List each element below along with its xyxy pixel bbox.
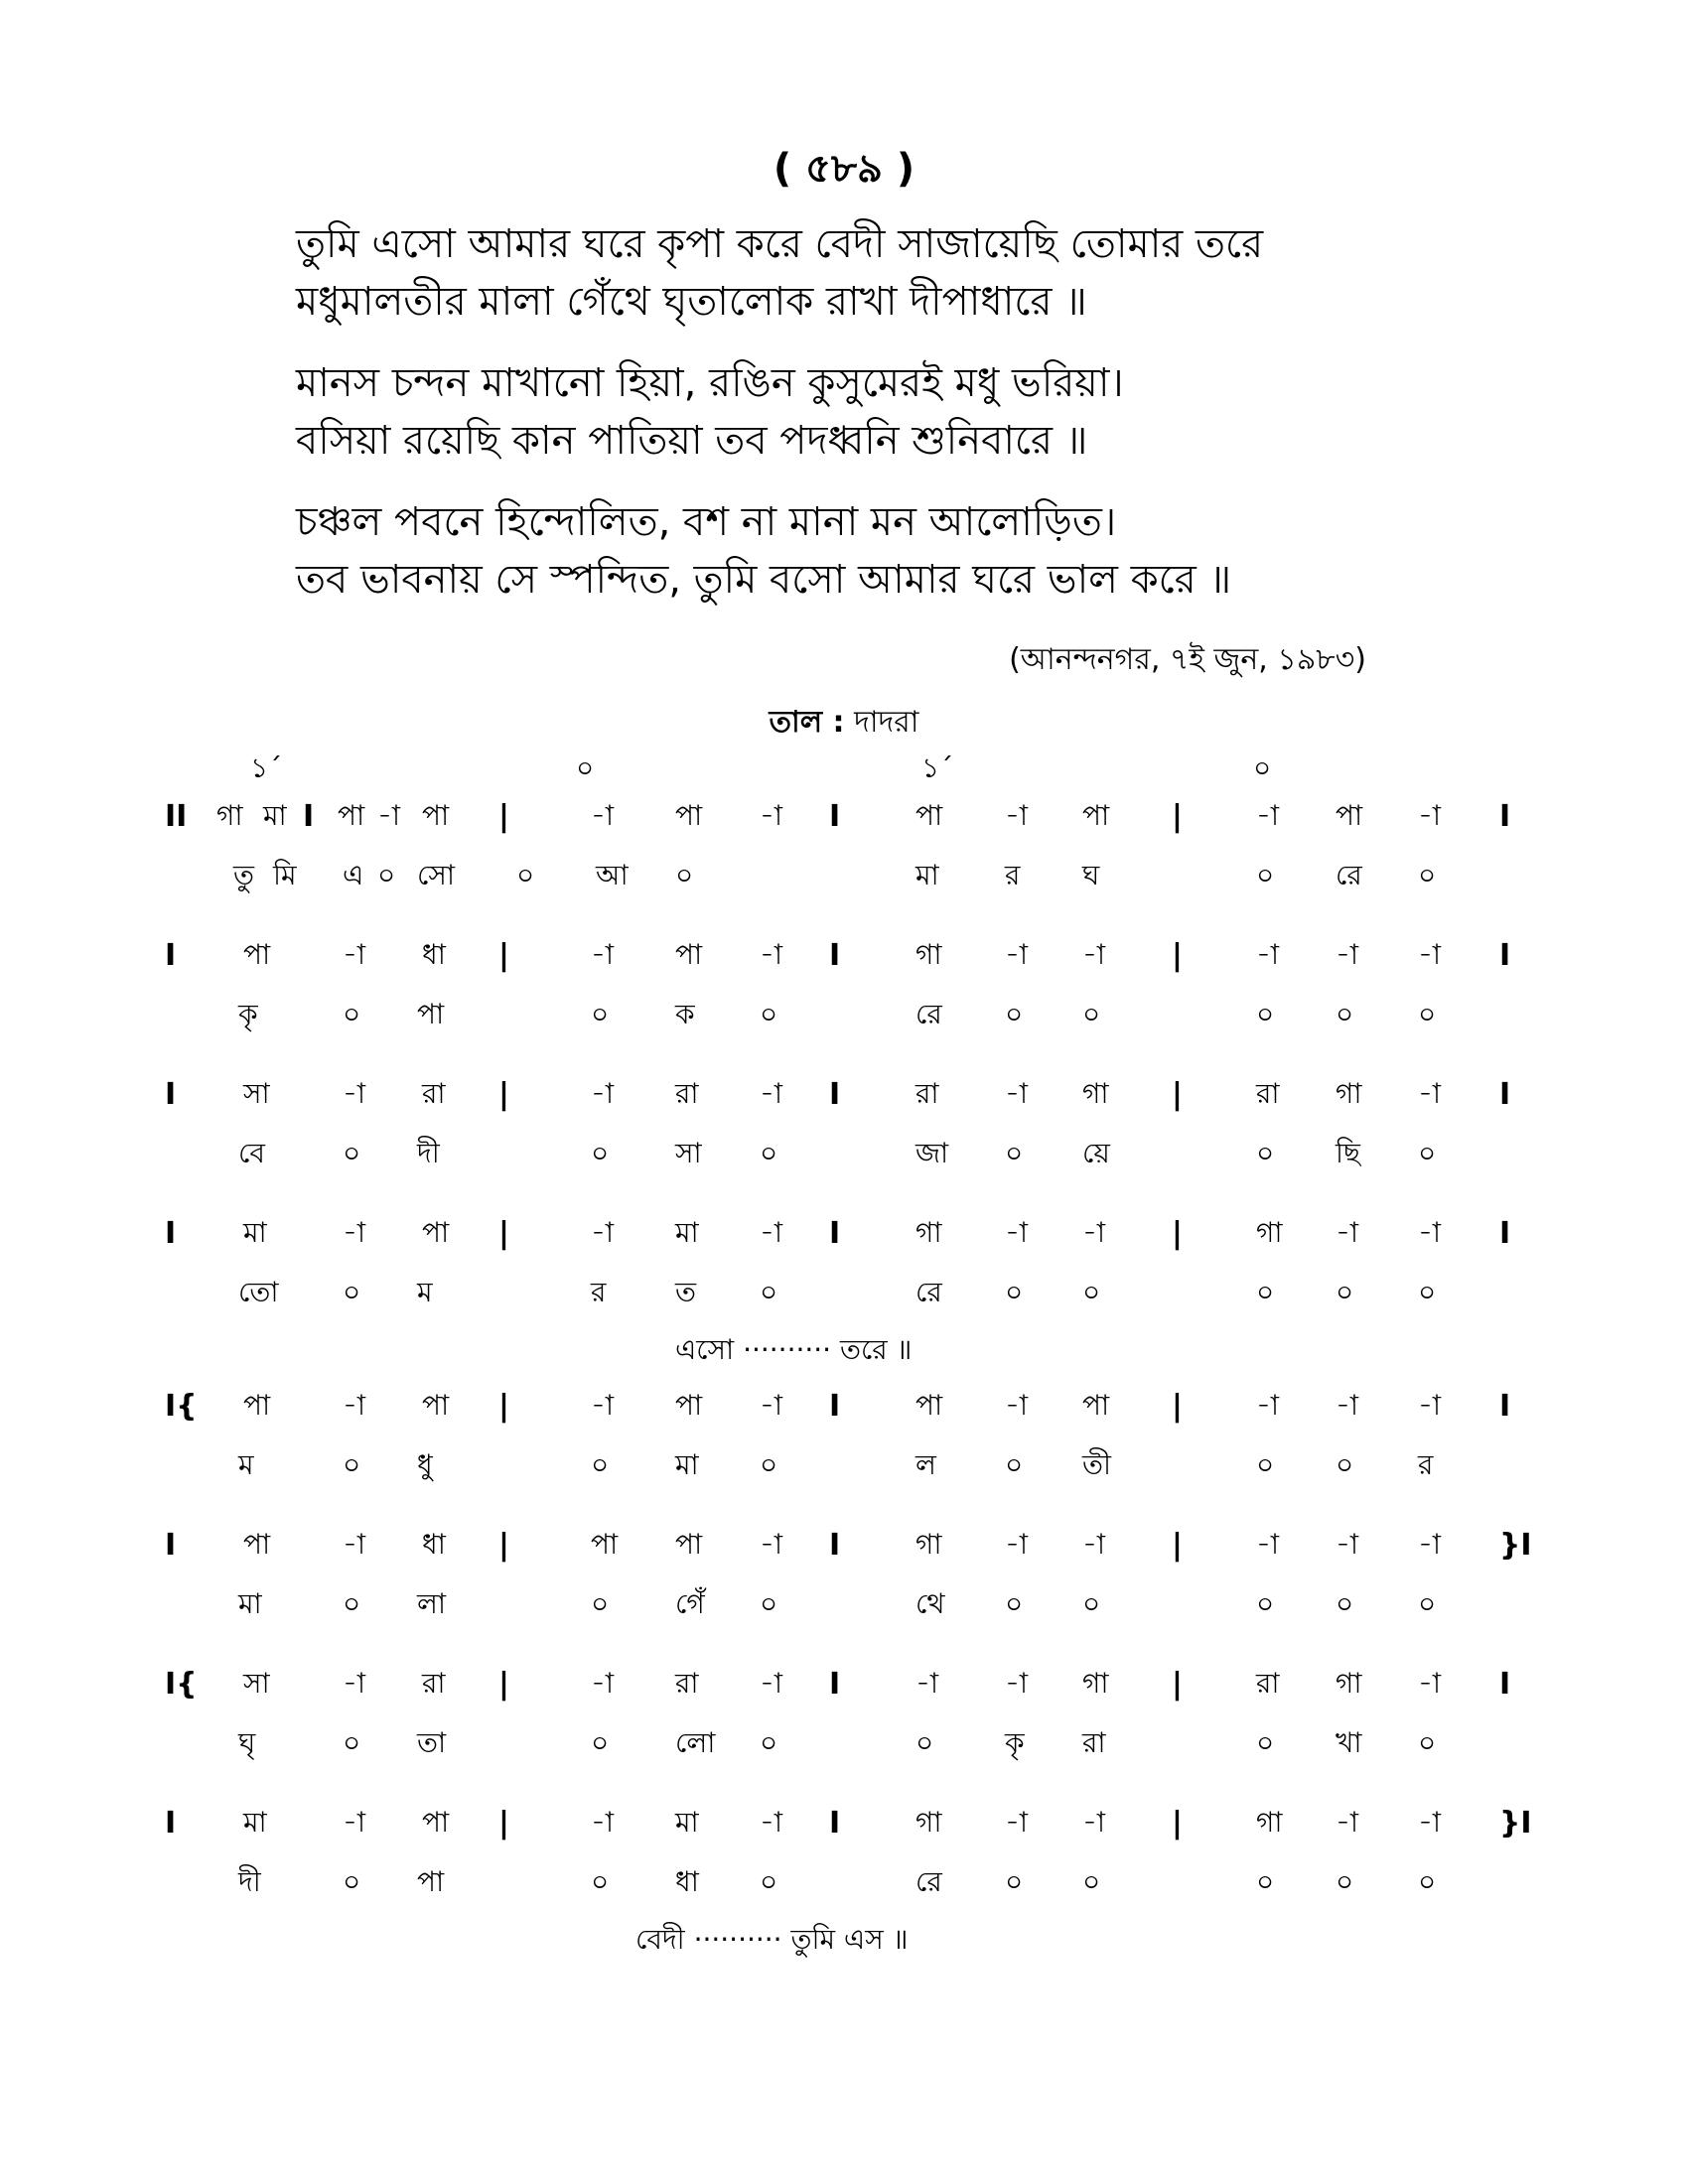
swara-note: পা xyxy=(243,1528,271,1561)
swara-note: -া xyxy=(1005,938,1029,971)
swara-note: -া xyxy=(1418,1389,1442,1422)
lyric-syllable: ০ xyxy=(1336,1448,1354,1481)
lyric-syllable: ০ xyxy=(591,998,610,1030)
measure-bar: I xyxy=(829,1806,841,1841)
swara-note: -া xyxy=(591,1216,615,1249)
swara-note: ধা xyxy=(422,938,446,971)
measure-bar: | xyxy=(1172,1806,1183,1841)
swara-note: পা xyxy=(675,938,703,971)
lyric-syllable: তা xyxy=(417,1726,447,1759)
lyric-syllable: ০ xyxy=(343,1448,361,1481)
swara-note: রা xyxy=(422,1667,446,1700)
row-start-bar: I xyxy=(165,1806,177,1841)
swara-note: পা xyxy=(1082,1389,1110,1422)
lyric-syllable: ধু xyxy=(417,1448,433,1481)
swara-note: পা xyxy=(675,1389,703,1422)
swara-note: গা xyxy=(1082,1667,1109,1700)
lyric-syllable: তু xyxy=(233,859,255,891)
swara-note: -া xyxy=(1082,1216,1106,1249)
row-end-bar: I xyxy=(1499,1216,1511,1251)
row-start-bar: I xyxy=(165,938,177,973)
lyric-syllable: রে xyxy=(915,998,942,1030)
lyric-syllable: ঘ xyxy=(1082,859,1100,891)
swara-note: রা xyxy=(422,1077,446,1110)
lyric-syllable: ০ xyxy=(1256,1276,1275,1308)
swara-note: মা xyxy=(675,1806,699,1839)
lyric-syllable: ০ xyxy=(343,998,361,1030)
swara-note: পা xyxy=(243,1389,271,1422)
measure-bar: I xyxy=(829,1389,841,1424)
swara-note: গা xyxy=(1082,1077,1109,1110)
swara-note: -া xyxy=(591,1667,615,1700)
swara-note: মা xyxy=(243,1806,267,1839)
lyric-syllable: ০ xyxy=(1418,1865,1437,1898)
swara-note: মা xyxy=(263,799,287,832)
lyric-syllable: ০ xyxy=(377,859,396,891)
swara-note: -া xyxy=(1005,1806,1029,1839)
lyric-syllable: দী xyxy=(238,1865,261,1898)
lyric-syllable: পা xyxy=(417,998,445,1030)
swara-note: গা xyxy=(1336,1077,1362,1110)
lyric-syllable: লো xyxy=(675,1726,716,1759)
swara-note: -া xyxy=(1336,1216,1359,1249)
lyric-syllable: ০ xyxy=(1082,1587,1101,1620)
swara-note: -া xyxy=(760,1389,783,1422)
swara-note: পা xyxy=(422,1389,450,1422)
swara-note: -া xyxy=(1005,1667,1029,1700)
measure-bar: | xyxy=(498,1077,509,1112)
swara-note: পা xyxy=(915,799,943,832)
measure-bar: I xyxy=(829,938,841,973)
measure-bar: | xyxy=(498,1806,509,1841)
swara-note: -া xyxy=(1418,1077,1442,1110)
swara-note: -া xyxy=(343,1528,366,1561)
swara-note: -া xyxy=(1005,1389,1029,1422)
swara-note: পা xyxy=(1336,799,1363,832)
measure-bar: I xyxy=(829,1667,841,1702)
lyric-syllable: মা xyxy=(675,1448,699,1481)
row-end-bar: }I xyxy=(1499,1806,1532,1841)
lyric-syllable: রে xyxy=(915,1865,942,1898)
measure-bar: | xyxy=(1172,799,1183,834)
swara-note: পা xyxy=(422,1216,450,1249)
measure-bar: | xyxy=(1172,938,1183,973)
measure-bar: | xyxy=(498,1528,509,1563)
swara-note: -া xyxy=(591,1806,615,1839)
lyric-syllable: ০ xyxy=(760,1137,778,1169)
lyric-syllable: কৃ xyxy=(238,998,258,1030)
swara-note: রা xyxy=(915,1077,939,1110)
swara-note: গা xyxy=(1256,1806,1283,1839)
lyric-syllable: রা xyxy=(1082,1726,1106,1759)
lyric-syllable: ০ xyxy=(1418,1276,1437,1308)
swara-note: মা xyxy=(675,1216,699,1249)
swara-note: রা xyxy=(675,1077,699,1110)
lyric-syllable: র xyxy=(1418,1448,1434,1481)
lyric-syllable: ০ xyxy=(343,1276,361,1308)
lyric-syllable: থে xyxy=(915,1587,945,1620)
lyric-syllable: গেঁ xyxy=(675,1587,705,1620)
swara-note: সা xyxy=(243,1077,270,1110)
lyric-syllable: ০ xyxy=(760,1448,778,1481)
beat-mark-3: ১´ xyxy=(921,751,954,784)
swara-note: -া xyxy=(343,1806,366,1839)
lyric-syllable: ঘৃ xyxy=(238,1726,256,1759)
lyric-syllable: দী xyxy=(417,1137,440,1169)
swara-note: ধা xyxy=(422,1528,446,1561)
lyric-syllable: মি xyxy=(273,859,297,891)
lyric-syllable: তী xyxy=(1082,1448,1112,1481)
lyric-syllable: ০ xyxy=(760,1276,778,1308)
lyric-syllable: কৃ xyxy=(1005,1726,1025,1759)
swara-note: -া xyxy=(760,1216,783,1249)
lyric-syllable: র xyxy=(1005,859,1021,891)
lyric-syllable: ০ xyxy=(1418,1587,1437,1620)
lyric-syllable: ধা xyxy=(675,1865,699,1898)
lyric-syllable: ০ xyxy=(760,1587,778,1620)
lyric-syllable: ০ xyxy=(343,1587,361,1620)
lyric-syllable: এ xyxy=(343,859,364,891)
tal-value: দাদরা xyxy=(854,705,919,740)
swara-note: গা xyxy=(915,938,942,971)
lyric-syllable: পা xyxy=(417,1865,445,1898)
swara-note: পা xyxy=(338,799,365,832)
row-start-bar: I{ xyxy=(165,1667,198,1702)
lyric-syllable: ম xyxy=(417,1276,433,1308)
row-end-bar: I xyxy=(1499,1667,1511,1702)
lyric-syllable: ০ xyxy=(343,1137,361,1169)
lyric-line-5: চঞ্চল পবনে হিন্দোলিত, বশ না মানা মন আলোড়িত। xyxy=(296,499,1117,545)
lyric-syllable: ০ xyxy=(1256,998,1275,1030)
swara-note: -া xyxy=(1082,938,1106,971)
swara-note: গা xyxy=(1256,1216,1283,1249)
swara-note: -া xyxy=(1418,1216,1442,1249)
swara-note: -া xyxy=(1418,1806,1442,1839)
measure-bar: | xyxy=(498,1389,509,1424)
lyric-syllable: আ xyxy=(596,859,629,891)
tal-label: তাল : xyxy=(769,705,845,740)
beat-mark-1: ১´ xyxy=(250,751,283,784)
measure-bar: I xyxy=(829,1528,841,1563)
lyric-syllable: য়ে xyxy=(1082,1137,1110,1169)
lyric-syllable: মা xyxy=(915,859,939,891)
measure-bar: I xyxy=(829,799,841,834)
lyric-syllable: ছি xyxy=(1336,1137,1360,1169)
lyric-syllable: ০ xyxy=(1336,1587,1354,1620)
lyric-syllable: ০ xyxy=(1418,1726,1437,1759)
swara-note: -া xyxy=(760,938,783,971)
swara-note: রা xyxy=(675,1667,699,1700)
lyric-syllable: ০ xyxy=(1256,1448,1275,1481)
lyric-syllable: লা xyxy=(417,1587,446,1620)
lyric-syllable: ০ xyxy=(591,1865,610,1898)
swara-note: -া xyxy=(591,799,615,832)
lyric-syllable: ০ xyxy=(1005,1276,1024,1308)
swara-note: -া xyxy=(343,938,366,971)
lyric-line-1: তুমি এসো আমার ঘরে কৃপা করে বেদী সাজায়েছি তোমার তরে xyxy=(296,221,1264,267)
swara-note: রা xyxy=(1256,1077,1280,1110)
lyric-syllable: ০ xyxy=(1336,1865,1354,1898)
measure-bar: | xyxy=(498,1667,509,1702)
lyric-syllable: ০ xyxy=(1005,1865,1024,1898)
lyric-line-3: মানস চন্দন মাখানো হিয়া, রঙিন কুসুমেরই মধু ভরিয়া। xyxy=(296,360,1124,406)
lyric-syllable: ০ xyxy=(1005,1587,1024,1620)
lyric-syllable: ০ xyxy=(1336,998,1354,1030)
swara-note: -া xyxy=(1256,1389,1280,1422)
lyric-syllable: ০ xyxy=(915,1726,934,1759)
measure-bar: I xyxy=(829,1216,841,1251)
swara-note: -া xyxy=(760,1806,783,1839)
row-start-bar: I xyxy=(165,1528,177,1563)
measure-bar: I xyxy=(303,799,315,834)
lyric-syllable: রে xyxy=(915,1276,942,1308)
lyric-syllable: ০ xyxy=(1082,998,1101,1030)
swara-note: -া xyxy=(343,1216,366,1249)
refrain-cue: এসো ·········· তরে ॥ xyxy=(675,1333,913,1366)
refrain-cue: বেদী ·········· তুমি এস ॥ xyxy=(635,1923,909,1956)
row-start-bar: I{ xyxy=(165,1389,198,1424)
measure-bar: | xyxy=(498,938,509,973)
swara-note: -া xyxy=(343,1077,366,1110)
swara-note: পা xyxy=(422,799,450,832)
lyric-line-4: বসিয়া রয়েছি কান পাতিয়া তব পদধ্বনি শুনিবারে ॥ xyxy=(296,418,1088,464)
swara-note: সা xyxy=(243,1667,270,1700)
swara-note: -া xyxy=(760,1528,783,1561)
swara-note: পা xyxy=(915,1389,943,1422)
beat-mark-4: ০ xyxy=(1253,751,1272,784)
measure-bar: | xyxy=(1172,1667,1183,1702)
swara-note: -া xyxy=(1256,799,1280,832)
lyric-syllable: ০ xyxy=(760,1865,778,1898)
lyric-line-6: তব ভাবনায় সে স্পন্দিত, তুমি বসো আমার ঘরে ভাল করে ॥ xyxy=(296,557,1232,603)
lyric-syllable: জা xyxy=(915,1137,949,1169)
lyric-syllable: ০ xyxy=(1082,1276,1101,1308)
swara-note: -া xyxy=(591,938,615,971)
swara-note: -া xyxy=(1418,799,1442,832)
swara-note: -া xyxy=(1256,938,1280,971)
measure-bar: | xyxy=(498,1216,509,1251)
measure-bar: | xyxy=(1172,1216,1183,1251)
lyric-syllable: ০ xyxy=(1336,1276,1354,1308)
swara-note: -া xyxy=(915,1667,939,1700)
measure-bar: | xyxy=(1172,1077,1183,1112)
swara-note: মা xyxy=(243,1216,267,1249)
swara-note: -া xyxy=(1336,1528,1359,1561)
swara-note: -া xyxy=(1005,1528,1029,1561)
swara-note: -া xyxy=(1005,1077,1029,1110)
swara-note: -া xyxy=(1005,799,1029,832)
lyric-syllable: ০ xyxy=(1256,1865,1275,1898)
lyric-syllable: বে xyxy=(238,1137,265,1169)
swara-note: গা xyxy=(915,1528,942,1561)
row-start-bar: I xyxy=(165,1077,177,1112)
swara-note: গা xyxy=(915,1806,942,1839)
swara-note: পা xyxy=(422,1806,450,1839)
lyric-line-2: মধুমালতীর মালা গেঁথে ঘৃতালোক রাখা দীপাধারে ॥ xyxy=(296,279,1087,325)
row-start-bar: I xyxy=(165,1216,177,1251)
swara-note: -া xyxy=(1005,1216,1029,1249)
measure-bar: | xyxy=(1172,1389,1183,1424)
lyric-syllable: ০ xyxy=(675,859,694,891)
row-end-bar: I xyxy=(1499,1077,1511,1112)
swara-note: -া xyxy=(1418,938,1442,971)
lyric-syllable: ০ xyxy=(1005,998,1024,1030)
lyric-syllable: ০ xyxy=(591,1448,610,1481)
swara-note: -া xyxy=(343,1389,366,1422)
lyric-syllable: ০ xyxy=(343,1726,361,1759)
lyric-syllable: ০ xyxy=(1418,998,1437,1030)
row-end-bar: I xyxy=(1499,1389,1511,1424)
lyric-syllable: ০ xyxy=(1418,1137,1437,1169)
row-end-bar: I xyxy=(1499,938,1511,973)
lyric-syllable: ০ xyxy=(760,1726,778,1759)
lyric-syllable: খা xyxy=(1336,1726,1362,1759)
measure-bar: | xyxy=(1172,1528,1183,1563)
beat-mark-2: ০ xyxy=(576,751,595,784)
lyric-syllable: ০ xyxy=(1256,1726,1275,1759)
lyric-syllable: ০ xyxy=(1256,859,1275,891)
swara-note: রা xyxy=(1256,1667,1280,1700)
swara-note: -া xyxy=(377,799,401,832)
tal-line xyxy=(0,698,1688,749)
lyric-syllable: সা xyxy=(675,1137,702,1169)
swara-note: -া xyxy=(1336,1389,1359,1422)
lyric-syllable: ০ xyxy=(1005,1137,1024,1169)
lyric-syllable: ম xyxy=(238,1448,254,1481)
lyric-syllable: ০ xyxy=(1005,1448,1024,1481)
swara-note: -া xyxy=(760,1077,783,1110)
swara-note: পা xyxy=(675,1528,703,1561)
swara-note: -া xyxy=(760,1667,783,1700)
measure-bar: I xyxy=(829,1077,841,1112)
song-number: ( ৫৮৯ ) xyxy=(773,146,915,192)
swara-note: -া xyxy=(1336,938,1359,971)
swara-note: গা xyxy=(915,1216,942,1249)
lyric-syllable: ল xyxy=(915,1448,936,1481)
swara-note: -া xyxy=(760,799,783,832)
lyric-syllable: ০ xyxy=(1256,1587,1275,1620)
swara-note: -া xyxy=(591,1077,615,1110)
swara-note: -া xyxy=(1082,1806,1106,1839)
lyric-syllable: ০ xyxy=(591,1137,610,1169)
swara-note: গা xyxy=(216,799,243,832)
swara-note: -া xyxy=(591,1389,615,1422)
lyric-syllable: ০ xyxy=(591,1726,610,1759)
swara-note: পা xyxy=(1082,799,1110,832)
lyric-syllable: ০ xyxy=(1256,1137,1275,1169)
lyric-syllable: র xyxy=(591,1276,607,1308)
composition-credit: (আনন্দনগর, ৭ই জুন, ১৯৮৩) xyxy=(1009,642,1366,677)
swara-note: -া xyxy=(1418,1667,1442,1700)
swara-note: -া xyxy=(1256,1528,1280,1561)
lyric-syllable: সো xyxy=(417,859,455,891)
lyric-syllable: মা xyxy=(238,1587,262,1620)
lyric-syllable: ০ xyxy=(591,1587,610,1620)
swara-note: -া xyxy=(1418,1528,1442,1561)
lyric-syllable: ০ xyxy=(516,859,535,891)
lyric-syllable: ত xyxy=(675,1276,697,1308)
lyric-syllable: ০ xyxy=(760,998,778,1030)
lyric-syllable: ০ xyxy=(1418,859,1437,891)
swara-note: গা xyxy=(1336,1667,1362,1700)
row-start-bar: II xyxy=(165,799,188,834)
swara-note: পা xyxy=(243,938,271,971)
lyric-syllable: রে xyxy=(1336,859,1362,891)
swara-note: -া xyxy=(1082,1528,1106,1561)
swara-note: পা xyxy=(591,1528,619,1561)
swara-note: পা xyxy=(675,799,703,832)
lyric-syllable: ০ xyxy=(1082,1865,1101,1898)
lyric-syllable: ক xyxy=(675,998,695,1030)
lyric-syllable: তো xyxy=(238,1276,279,1308)
measure-bar: | xyxy=(498,799,509,834)
row-end-bar: }I xyxy=(1499,1528,1532,1563)
swara-note: -া xyxy=(343,1667,366,1700)
swara-note: -া xyxy=(1336,1806,1359,1839)
row-end-bar: I xyxy=(1499,799,1511,834)
lyric-syllable: ০ xyxy=(343,1865,361,1898)
